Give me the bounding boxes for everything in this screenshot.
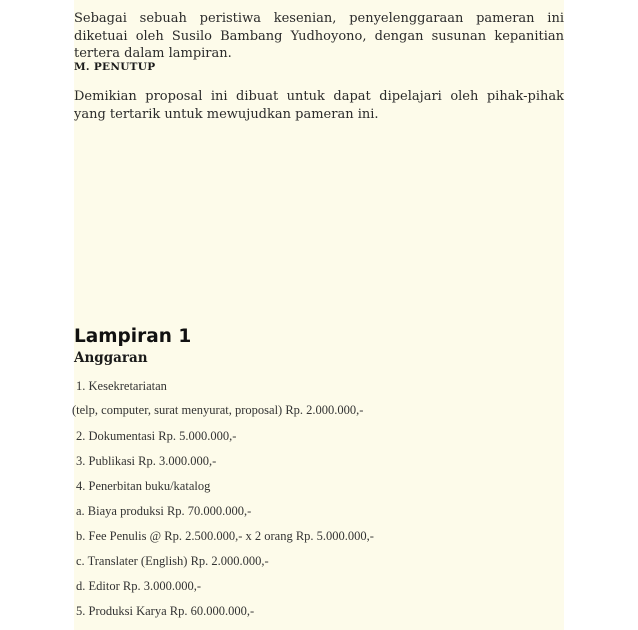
closing-paragraph: Demikian proposal ini dibuat untuk dapat dipelajari oleh pihak-pihak yang tertarik untuk mewujudkan pameran ini. <box>74 89 564 122</box>
intro-paragraph: Sebagai sebuah peristiwa kesenian, penyelenggaraan pameran ini diketuai oleh Susilo Bambang Yudhoyono, dengan susunan kepanitian tertera dalam lampiran. <box>74 11 564 61</box>
budget-item: a. Biaya produksi Rp. 70.000.000,- <box>76 504 252 518</box>
budget-item: 4. Penerbitan buku/katalog <box>76 479 211 493</box>
appendix-subtitle: Anggaran <box>74 350 148 366</box>
budget-item: c. Translater (English) Rp. 2.000.000,- <box>76 554 269 568</box>
budget-item: 2. Dokumentasi Rp. 5.000.000,- <box>76 429 237 443</box>
section-heading-penutup: M. PENUTUP <box>74 61 156 73</box>
budget-item: d. Editor Rp. 3.000.000,- <box>76 579 201 593</box>
budget-item: b. Fee Penulis @ Rp. 2.500.000,- x 2 orang Rp. 5.000.000,- <box>76 529 374 543</box>
appendix-title: Lampiran 1 <box>74 326 192 347</box>
budget-item: 3. Publikasi Rp. 3.000.000,- <box>76 454 217 468</box>
document-page <box>74 0 564 630</box>
budget-item: 1. Kesekretariatan <box>76 379 167 393</box>
budget-item: 5. Produksi Karya Rp. 60.000.000,- <box>76 604 255 618</box>
budget-item: (telp, computer, surat menyurat, proposal) Rp. 2.000.000,- <box>72 403 364 417</box>
